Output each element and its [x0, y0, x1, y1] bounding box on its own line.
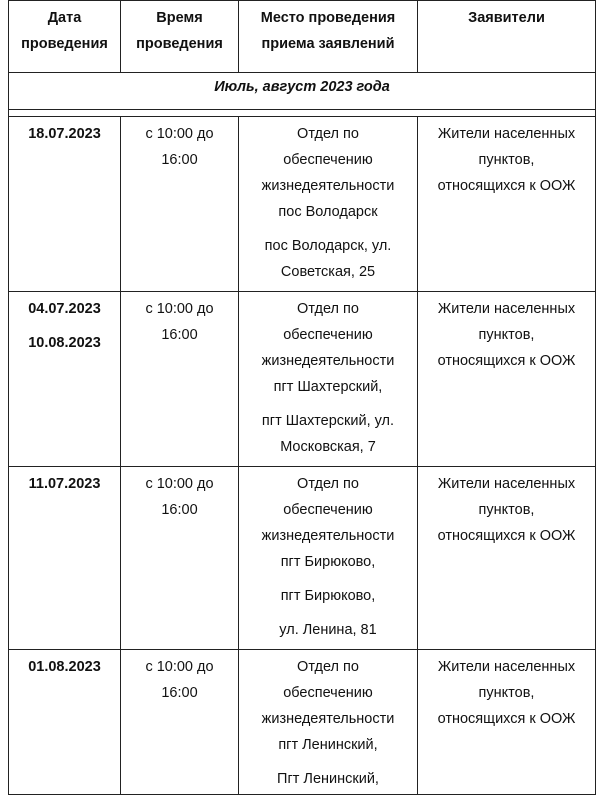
date-value: 11.07.2023 — [28, 476, 101, 492]
place-cell — [239, 292, 418, 467]
address-line: пгт Шахтерский, ул. — [261, 413, 395, 429]
table-row — [9, 117, 596, 292]
address-line: ул. Ленина, 81 — [279, 622, 377, 638]
applicants-line: пунктов, — [478, 685, 535, 701]
date-cell — [9, 292, 121, 467]
header-date — [9, 1, 121, 73]
place-line: обеспечению — [283, 152, 373, 168]
applicants-cell — [418, 292, 596, 467]
spacer-cell — [9, 110, 596, 117]
applicants-cell — [418, 650, 596, 795]
header-place-line1: Место проведения — [260, 10, 396, 26]
applicants-line: пунктов, — [478, 152, 535, 168]
place-line: пгт Ленинский, — [278, 737, 378, 753]
applicants-line: Жители населенных — [437, 659, 576, 675]
header-time — [121, 1, 239, 73]
address-line: Пгт Ленинский, — [277, 771, 379, 787]
date-value: 01.08.2023 — [28, 659, 101, 675]
date-cell — [9, 467, 121, 650]
place-cell — [239, 467, 418, 650]
place-line: обеспечению — [283, 685, 373, 701]
applicants-line: пунктов, — [478, 502, 535, 518]
applicants-cell — [418, 467, 596, 650]
time-cell — [121, 467, 239, 650]
time-line2: 16:00 — [161, 502, 198, 518]
applicants-line: относящихся к ООЖ — [437, 528, 576, 544]
date-value: 18.07.2023 — [28, 126, 101, 142]
place-cell — [239, 117, 418, 292]
time-line1: с 10:00 до — [145, 301, 214, 317]
place-cell — [239, 650, 418, 795]
time-line1: с 10:00 до — [145, 126, 214, 142]
date-cell — [9, 117, 121, 292]
applicants-line: относящихся к ООЖ — [437, 353, 576, 369]
table-row — [9, 292, 596, 467]
applicants-line: относящихся к ООЖ — [437, 711, 576, 727]
header-place-line2: приема заявлений — [261, 36, 395, 52]
place-line: обеспечению — [283, 327, 373, 343]
place-line: Отдел по — [297, 476, 359, 492]
place-line: Отдел по — [297, 659, 359, 675]
applicants-line: Жители населенных — [437, 126, 576, 142]
header-place — [239, 1, 418, 73]
time-line1: с 10:00 до — [145, 476, 214, 492]
time-line1: с 10:00 до — [145, 659, 214, 675]
place-line: пос Володарск — [278, 204, 378, 220]
header-row — [9, 1, 596, 73]
date-cell — [9, 650, 121, 795]
time-line2: 16:00 — [161, 685, 198, 701]
header-applicants-label: Заявители — [468, 10, 545, 26]
applicants-line: пунктов, — [478, 327, 535, 343]
place-line: пгт Шахтерский, — [273, 379, 383, 395]
time-cell — [121, 650, 239, 795]
header-time-line2: проведения — [136, 36, 223, 52]
place-line: жизнедеятельности — [261, 178, 395, 194]
applicants-line: Жители населенных — [437, 476, 576, 492]
spacer-row — [9, 110, 596, 117]
applicants-cell — [418, 117, 596, 292]
time-line2: 16:00 — [161, 327, 198, 343]
header-applicants — [418, 1, 596, 73]
place-line: Отдел по — [297, 301, 359, 317]
address-line: Советская, 25 — [280, 264, 376, 280]
time-cell — [121, 292, 239, 467]
date-value: 10.08.2023 — [28, 335, 101, 351]
place-line: жизнедеятельности — [261, 353, 395, 369]
place-line: пгт Бирюково, — [280, 554, 376, 570]
table-row — [9, 650, 596, 795]
date-value: 04.07.2023 — [28, 301, 101, 317]
place-line: жизнедеятельности — [261, 528, 395, 544]
time-line2: 16:00 — [161, 152, 198, 168]
place-line: обеспечению — [283, 502, 373, 518]
period-row — [9, 73, 596, 110]
applicants-line: Жители населенных — [437, 301, 576, 317]
header-time-line1: Время — [156, 10, 203, 26]
applicants-line: относящихся к ООЖ — [437, 178, 576, 194]
table-row — [9, 467, 596, 650]
time-cell — [121, 117, 239, 292]
place-line: Отдел по — [297, 126, 359, 142]
schedule-table — [8, 0, 596, 795]
address-line: пгт Бирюково, — [280, 588, 376, 604]
period-label: Июль, август 2023 года — [9, 73, 596, 110]
header-date-line1: Дата — [47, 10, 82, 26]
place-line: жизнедеятельности — [261, 711, 395, 727]
address-line: пос Володарск, ул. — [264, 238, 392, 254]
header-date-line2: проведения — [21, 36, 108, 52]
address-line: Московская, 7 — [280, 439, 376, 455]
